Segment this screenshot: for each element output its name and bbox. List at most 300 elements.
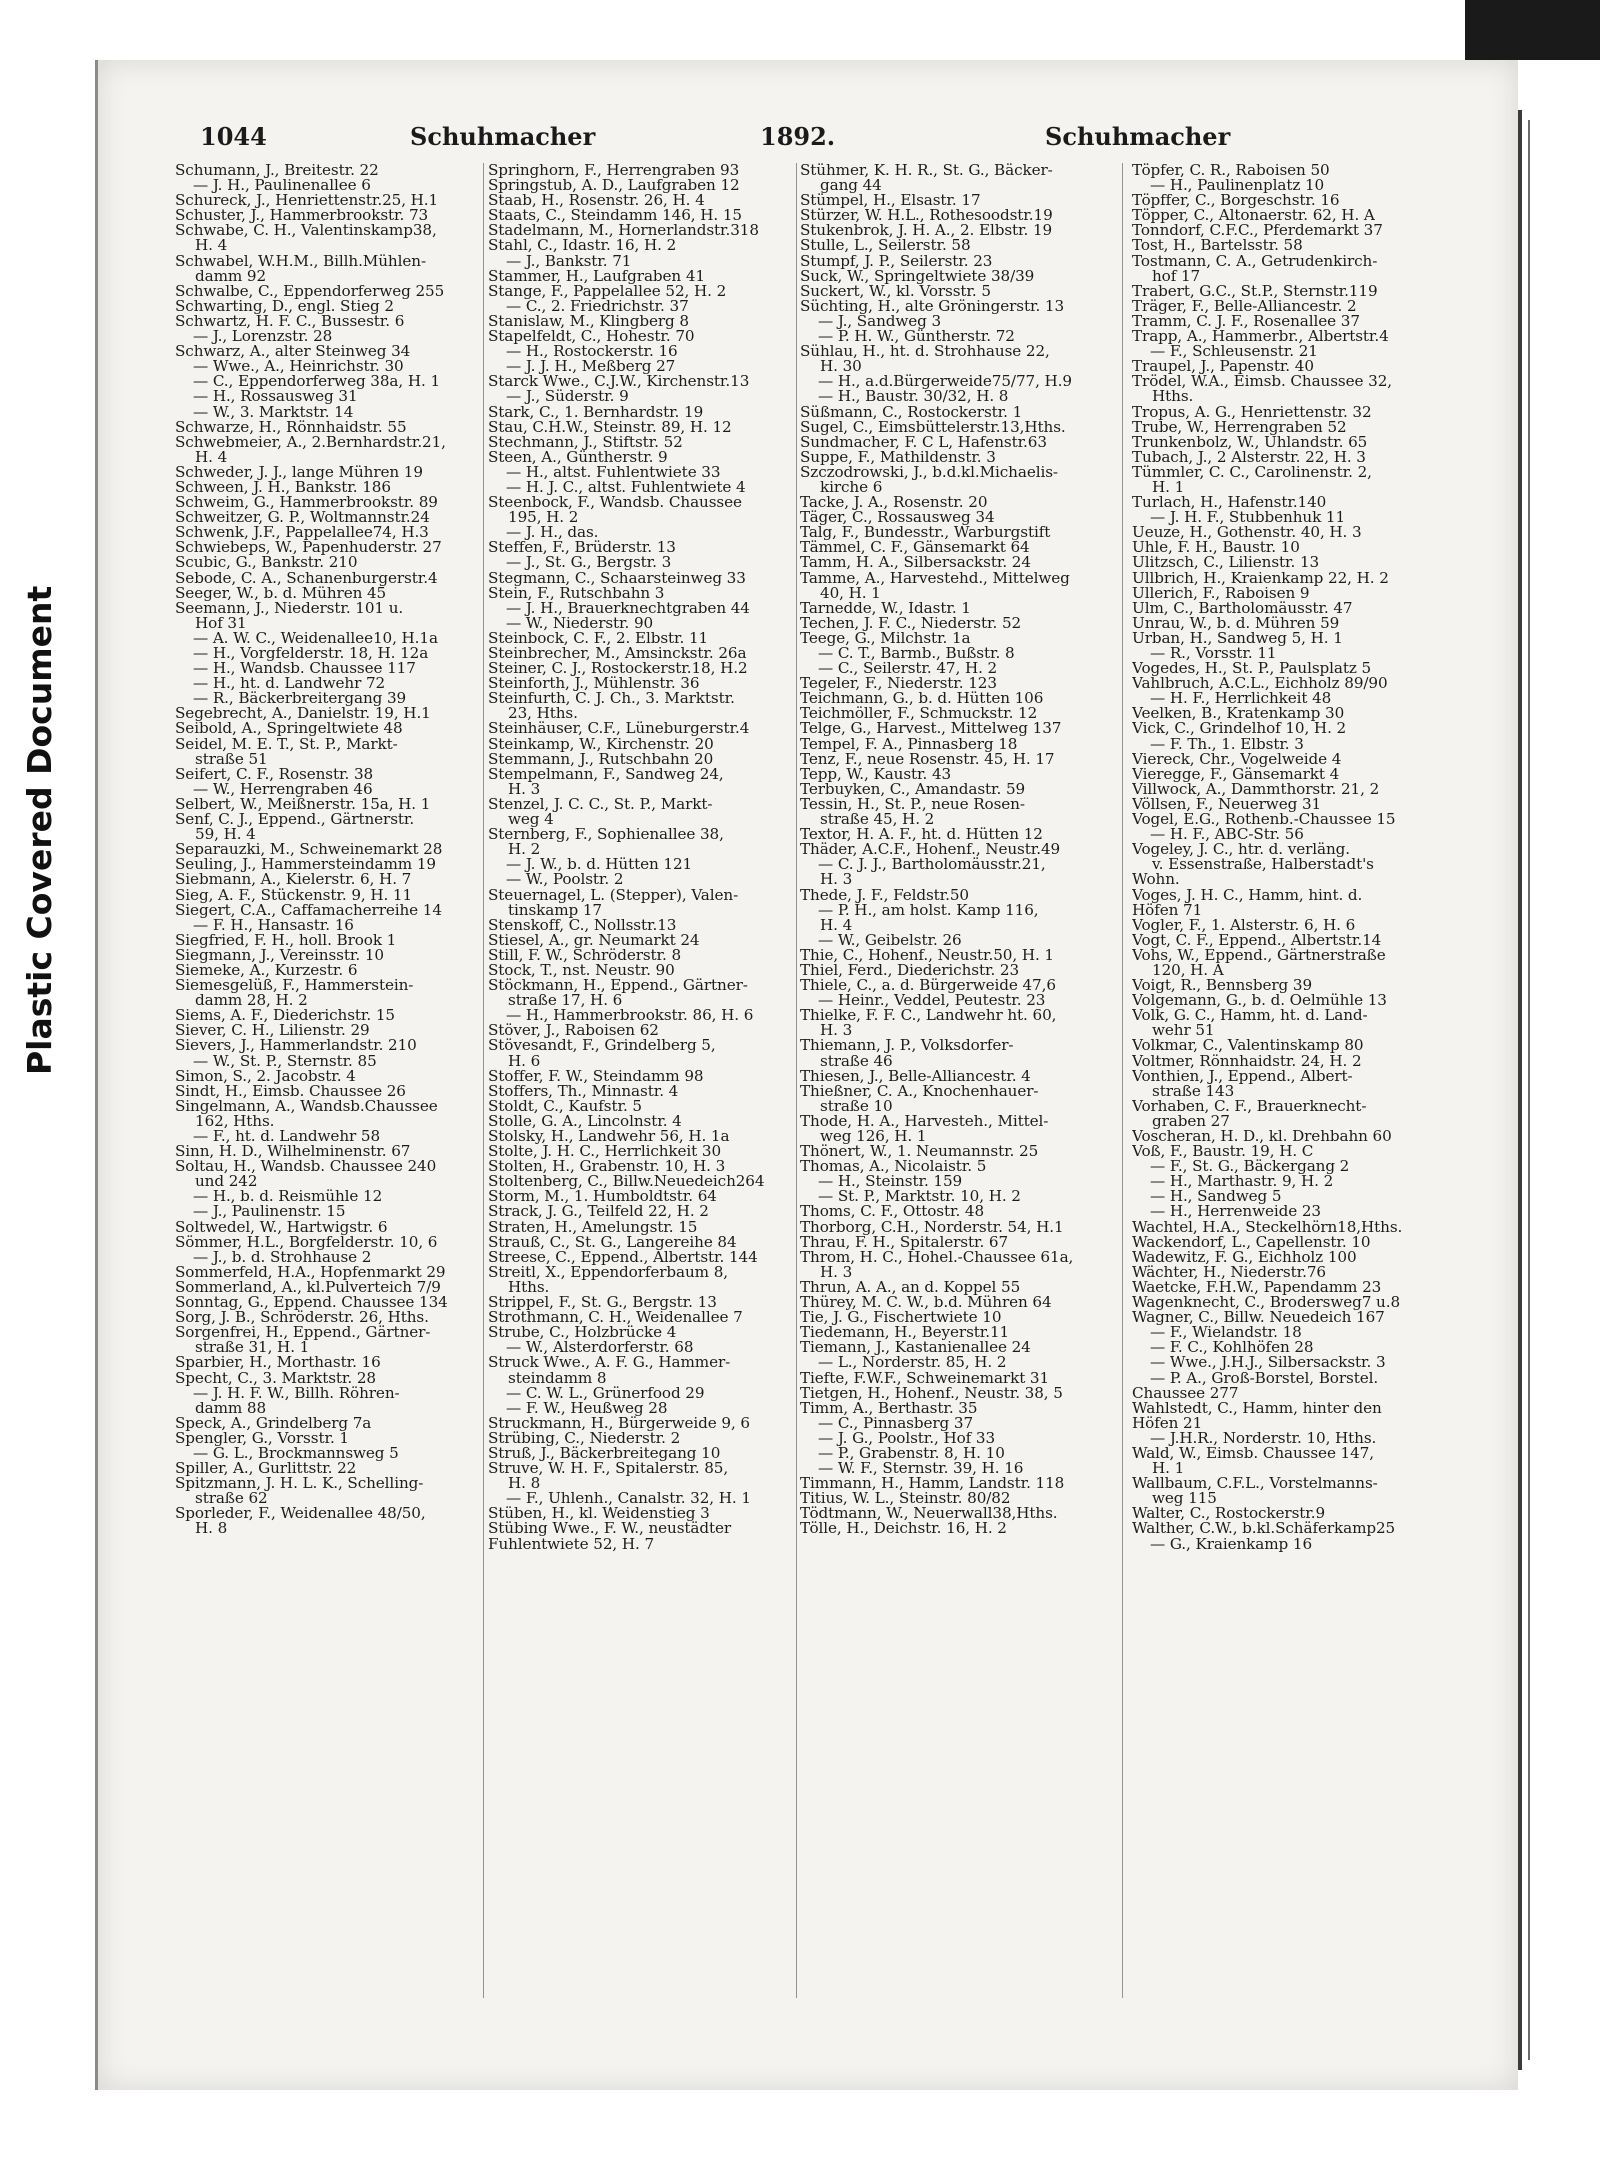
- directory-entry: Siems, A. F., Diederichstr. 15: [175, 1008, 395, 1024]
- scanner-background: [1465, 0, 1600, 60]
- directory-entry: Sebode, C. A., Schanenburgerstr.4: [175, 570, 438, 586]
- directory-entry: Tempel, F. A., Pinnasberg 18: [800, 736, 1018, 752]
- directory-entry: Trödel, W.A., Eimsb. Chaussee 32,: [1132, 374, 1392, 390]
- directory-entry: wehr 51: [1152, 1023, 1215, 1039]
- directory-entry: Stümpel, H., Elsastr. 17: [800, 193, 981, 209]
- directory-entry: — A. W. C., Weidenallee10, H.1a: [193, 630, 438, 646]
- directory-entry: damm 28, H. 2: [195, 993, 308, 1009]
- directory-entry: Siebmann, A., Kielerstr. 6, H. 7: [175, 872, 412, 888]
- directory-entry: straße 51: [195, 751, 268, 767]
- directory-entry: Volk, G. C., Hamm, ht. d. Land-: [1132, 1008, 1368, 1024]
- directory-entry: hof 17: [1152, 268, 1201, 284]
- directory-entry: — F. H., Hansastr. 16: [193, 917, 354, 933]
- directory-entry: Sugel, C., Eimsbüttelerstr.13,Hths.: [800, 419, 1066, 435]
- directory-entry: Traupel, J., Papenstr. 40: [1132, 359, 1314, 375]
- directory-entry: Trapp, A., Hammerbr., Albertstr.4: [1132, 329, 1389, 345]
- directory-entry: Spengler, G., Vorsstr. 1: [175, 1430, 349, 1446]
- directory-entry: Trunkenbolz, W., Uhlandstr. 65: [1132, 434, 1368, 450]
- directory-entry: Tödtmann, W., Neuerwall38,Hths.: [800, 1506, 1058, 1522]
- directory-entry: — H., Rostockerstr. 16: [506, 344, 678, 360]
- directory-entry: — G. L., Brockmannsweg 5: [193, 1445, 399, 1462]
- directory-entry: Süchting, H., alte Gröningerstr. 13: [800, 298, 1065, 314]
- directory-entry: — R., Vorsstr. 11: [1150, 646, 1277, 662]
- directory-entry: Struve, W. H. F., Spitalerstr. 85,: [488, 1461, 729, 1477]
- directory-entry: Struß, J., Bäckerbreitegang 10: [488, 1445, 721, 1462]
- directory-entry: Stürzer, W. H.L., Rothesoodstr.19: [800, 208, 1053, 224]
- directory-entry: straße 17, H. 6: [508, 993, 623, 1009]
- directory-entry: Wagenknecht, C., Brodersweg7 u.8: [1132, 1295, 1401, 1311]
- directory-entry: — J., Paulinenstr. 15: [193, 1204, 346, 1220]
- directory-entry: Teichmann, G., b. d. Hütten 106: [800, 691, 1044, 707]
- directory-entry: — C., Eppendorferweg 38a, H. 1: [193, 374, 441, 390]
- directory-entry: Wächter, H., Niederstr.76: [1132, 1264, 1326, 1280]
- directory-entry: — H., Herrenweide 23: [1150, 1204, 1321, 1220]
- directory-entry: weg 126, H. 1: [820, 1129, 927, 1145]
- directory-entry: — H. F., Herrlichkeit 48: [1150, 691, 1332, 707]
- directory-entry: — C., Pinnasberg 37: [818, 1415, 974, 1431]
- directory-entry: Senf, C. J., Eppend., Gärtnerstr.: [175, 812, 415, 828]
- directory-entry: Tegeler, F., Niederstr. 123: [800, 676, 997, 692]
- directory-entry: Schweim, G., Hammerbrookstr. 89: [175, 495, 438, 511]
- directory-entry: H. 2: [508, 842, 541, 858]
- directory-entry: Steinfurth, C. J. Ch., 3. Marktstr.: [488, 691, 735, 707]
- directory-entry: Steinbrecher, M., Amsinckstr. 26a: [488, 646, 747, 662]
- directory-entry: Szczodrowski, J., b.d.kl.Michaelis-: [800, 464, 1058, 480]
- directory-entry: Tepp, W., Kaustr. 43: [800, 766, 952, 782]
- directory-entry: H. 6: [508, 1053, 541, 1069]
- page-number: 1044: [200, 122, 267, 151]
- directory-entry: Thönert, W., 1. Neumannstr. 25: [800, 1144, 1039, 1160]
- directory-entry: damm 92: [195, 268, 267, 284]
- directory-entry: Tarnedde, W., Idastr. 1: [800, 600, 971, 616]
- directory-entry: Soltwedel, W., Hartwigstr. 6: [175, 1219, 388, 1235]
- directory-entry: Wallbaum, C.F.L., Vorstelmanns-: [1132, 1476, 1378, 1492]
- directory-entry: Voigt, R., Bennsberg 39: [1132, 978, 1313, 994]
- directory-entry: Walter, C., Rostockerstr.9: [1132, 1506, 1326, 1522]
- directory-entry: — F., Schleusenstr. 21: [1150, 344, 1318, 360]
- directory-entry: Siever, C. H., Lilienstr. 29: [175, 1023, 370, 1039]
- directory-entry: Täger, C., Rossausweg 34: [800, 510, 995, 526]
- directory-entry: Ueuze, H., Gothenstr. 40, H. 3: [1132, 525, 1362, 541]
- directory-entry: Thielke, F. F. C., Landwehr ht. 60,: [800, 1008, 1057, 1024]
- directory-entry: H. 1: [1152, 1461, 1185, 1477]
- directory-entry: — W., Herrengraben 46: [193, 781, 373, 797]
- directory-entry: — J., Lorenzstr. 28: [193, 329, 333, 345]
- directory-entry: Trube, W., Herrengraben 52: [1132, 419, 1347, 435]
- directory-entry: Tämmel, C. F., Gänsemarkt 64: [800, 540, 1030, 556]
- directory-entry: — H., altst. Fuhlentwiete 33: [506, 464, 721, 480]
- directory-entry: Träger, F., Belle-Alliancestr. 2: [1132, 298, 1357, 314]
- directory-entry: Töpffer, C., Borgeschstr. 16: [1132, 193, 1340, 209]
- directory-entry: — H., Steinstr. 159: [818, 1174, 963, 1190]
- directory-entry: Staats, C., Steindamm 146, H. 15: [488, 208, 742, 224]
- directory-entry: — J. H. F., Stubbenhuk 11: [1150, 510, 1346, 526]
- directory-entry: Speck, A., Grindelberg 7a: [175, 1415, 372, 1431]
- directory-entry: Stenzel, J. C. C., St. P., Markt-: [488, 796, 713, 813]
- directory-entry: Talg, F., Bundesstr., Warburgstift: [800, 525, 1051, 541]
- directory-entry: straße 46: [820, 1053, 893, 1069]
- directory-entry: — H., Paulinenplatz 10: [1150, 178, 1325, 194]
- directory-entry: Stolte, J. H. C., Herrlichkeit 30: [488, 1144, 722, 1160]
- directory-entry: Ullbrich, H., Kraienkamp 22, H. 2: [1132, 570, 1389, 586]
- directory-entry: 23, Hths.: [508, 706, 578, 722]
- directory-entry: Simon, S., 2. Jacobstr. 4: [175, 1068, 356, 1084]
- page-edge-shadow: [1518, 110, 1522, 2070]
- directory-column-2: [488, 163, 840, 1552]
- directory-entry: Vogler, F., 1. Alsterstr. 6, H. 6: [1132, 917, 1356, 933]
- directory-entry: Voß, F., Baustr. 19, H. C: [1132, 1144, 1314, 1160]
- directory-entry: Stange, F., Pappelallee 52, H. 2: [488, 283, 727, 299]
- directory-entry: Sparbier, H., Morthastr. 16: [175, 1355, 381, 1371]
- directory-entry: Sundmacher, F. C L, Hafenstr.63: [800, 434, 1047, 450]
- directory-entry: — Wwe., J.H.J., Silbersackstr. 3: [1150, 1355, 1386, 1371]
- directory-entry: Strothmann, C. H., Weidenallee 7: [488, 1310, 743, 1326]
- directory-entry: Spitzmann, J. H. L. K., Schelling-: [175, 1476, 424, 1492]
- directory-entry: Strippel, F., St. G., Bergstr. 13: [488, 1295, 717, 1311]
- directory-entry: Sternberg, F., Sophienallee 38,: [488, 827, 724, 843]
- directory-entry: Höfen 21: [1132, 1415, 1203, 1431]
- running-head-right: Schuhmacher: [1045, 122, 1231, 151]
- directory-entry: straße 10: [820, 1098, 893, 1114]
- directory-column-3: [800, 163, 1152, 1537]
- directory-entry: Stöver, J., Raboisen 62: [488, 1023, 659, 1039]
- directory-entry: — F., St. G., Bäckergang 2: [1150, 1159, 1350, 1175]
- directory-entry: Stöckmann, H., Eppend., Gärtner-: [488, 978, 748, 994]
- directory-entry: — J. J. H., Meßberg 27: [506, 359, 676, 375]
- directory-entry: — J. H., Brauerknechtgraben 44: [506, 600, 750, 616]
- directory-entry: Uhle, F. H., Baustr. 10: [1132, 540, 1300, 556]
- directory-entry: Stammer, H., Laufgraben 41: [488, 268, 705, 284]
- directory-entry: Schween, J. H., Bankstr. 186: [175, 479, 391, 496]
- directory-entry: Tessin, H., St. P., neue Rosen-: [800, 796, 1025, 813]
- running-head-left: Schuhmacher: [410, 122, 596, 151]
- directory-entry: H. 4: [820, 917, 853, 933]
- directory-entry: Strübing, C., Niederstr. 2: [488, 1430, 681, 1446]
- directory-entry: Sieg, A. F., Stückenstr. 9, H. 11: [175, 887, 413, 903]
- directory-entry: Stenskoff, C., Nollsstr.13: [488, 917, 677, 933]
- directory-entry: Tubach, J., 2 Alsterstr. 22, H. 3: [1132, 449, 1366, 465]
- directory-entry: Strauß, C., St. G., Langereihe 84: [488, 1234, 737, 1250]
- directory-entry: Stiesel, A., gr. Neumarkt 24: [488, 932, 700, 948]
- directory-entry: — J., St. G., Bergstr. 3: [506, 555, 672, 571]
- directory-entry: Terbuyken, C., Amandastr. 59: [800, 781, 1026, 797]
- directory-entry: Tropus, A. G., Henriettenstr. 32: [1132, 404, 1372, 420]
- directory-entry: Tümmler, C. C., Carolinenstr. 2,: [1132, 464, 1372, 480]
- directory-entry: Schwarz, A., alter Steinweg 34: [175, 344, 411, 360]
- directory-entry: — F. C., Kohlhöfen 28: [1150, 1340, 1314, 1356]
- directory-entry: — H., Vorgfelderstr. 18, H. 12a: [193, 646, 429, 662]
- directory-entry: Vohs, W., Eppend., Gärtnerstraße: [1132, 947, 1386, 963]
- directory-entry: — J. H., das.: [506, 525, 599, 541]
- column-divider: [796, 163, 797, 1998]
- directory-column-1: [175, 163, 527, 1537]
- directory-entry: Hths.: [1152, 389, 1194, 405]
- directory-entry: — H. J. C., altst. Fuhlentwiete 4: [506, 479, 746, 496]
- directory-entry: Thie, C., Hohenf., Neustr.50, H. 1: [800, 947, 1054, 963]
- directory-entry: — W., 3. Marktstr. 14: [193, 404, 354, 420]
- directory-entry: Still, F. W., Schröderstr. 8: [488, 947, 682, 963]
- directory-entry: Stühmer, K. H. R., St. G., Bäcker-: [800, 163, 1053, 179]
- directory-entry: Stoffer, F. W., Steindamm 98: [488, 1068, 704, 1084]
- directory-entry: Sorg, J. B., Schröderstr. 26, Hths.: [175, 1310, 429, 1326]
- directory-entry: Schureck, J., Henriettenstr.25, H.1: [175, 193, 439, 209]
- directory-entry: Thede, J. F., Feldstr.50: [800, 887, 969, 903]
- side-label-text: Plastic Covered Document: [20, 585, 59, 1075]
- directory-entry: damm 88: [195, 1400, 267, 1416]
- directory-entry: Schwebmeier, A., 2.Bernhardstr.21,: [175, 434, 446, 450]
- directory-entry: H. 3: [820, 1023, 853, 1039]
- directory-entry: Schwiebeps, W., Papenhuderstr. 27: [175, 540, 442, 556]
- page-header: [0, 122, 1600, 154]
- directory-entry: Struck Wwe., A. F. G., Hammer-: [488, 1355, 731, 1371]
- directory-entry: kirche 6: [820, 479, 883, 496]
- directory-entry: Schwarze, H., Rönnhaidstr. 55: [175, 419, 407, 435]
- directory-entry: Stemmann, J., Rutschbahn 20: [488, 751, 714, 767]
- directory-entry: Stoldt, C., Kaufstr. 5: [488, 1098, 642, 1114]
- directory-entry: Ulm, C., Bartholomäusstr. 47: [1132, 600, 1353, 616]
- directory-entry: — H., Wandsb. Chaussee 117: [193, 661, 416, 677]
- directory-entry: — F., Uhlenh., Canalstr. 32, H. 1: [506, 1491, 751, 1507]
- directory-entry: Stüben, H., kl. Weidenstieg 3: [488, 1506, 710, 1522]
- directory-entry: Stahl, C., Idastr. 16, H. 2: [488, 238, 677, 254]
- directory-entry: Sievers, J., Hammerlandstr. 210: [175, 1038, 417, 1054]
- directory-entry: 40, H. 1: [820, 585, 881, 601]
- directory-entry: 162, Hths.: [195, 1113, 275, 1129]
- directory-entry: Thorborg, C.H., Norderstr. 54, H.1: [800, 1219, 1064, 1235]
- directory-entry: — H. F., ABC-Str. 56: [1150, 827, 1304, 843]
- directory-entry: Stadelmann, M., Hornerlandstr.318: [488, 223, 759, 239]
- directory-entry: H. 4: [195, 238, 228, 254]
- directory-entry: Stegmann, C., Schaarsteinweg 33: [488, 570, 746, 586]
- directory-entry: Voges, J. H. C., Hamm, hint. d.: [1132, 887, 1363, 903]
- directory-entry: Ullerich, F., Raboisen 9: [1132, 585, 1310, 601]
- directory-entry: Stulle, L., Seilerstr. 58: [800, 238, 971, 254]
- directory-entry: Textor, H. A. F., ht. d. Hütten 12: [800, 827, 1043, 843]
- directory-entry: Siegert, C.A., Caffamacherreihe 14: [175, 902, 442, 918]
- directory-entry: Techen, J. F. C., Niederstr. 52: [800, 615, 1022, 631]
- directory-entry: Höfen 71: [1132, 902, 1203, 918]
- directory-entry: Thießner, C. A., Knochenhauer-: [800, 1083, 1039, 1099]
- directory-entry: Veelken, B., Kratenkamp 30: [1132, 706, 1345, 722]
- directory-entry: Vonthien, J., Eppend., Albert-: [1132, 1068, 1353, 1084]
- directory-entry: — H., Baustr. 30/32, H. 8: [818, 389, 1009, 405]
- directory-entry: Vieregge, F., Gänsemarkt 4: [1132, 766, 1340, 782]
- column-divider: [1122, 163, 1123, 1998]
- directory-entry: Stein, F., Rutschbahn 3: [488, 585, 665, 601]
- directory-entry: Steiner, C. J., Rostockerstr.18, H.2: [488, 661, 748, 677]
- directory-entry: Tamm, H. A., Silbersackstr. 24: [800, 555, 1031, 571]
- directory-entry: Vogel, E.G., Rothenb.-Chaussee 15: [1132, 812, 1396, 828]
- directory-entry: Völlsen, F., Neuerweg 31: [1132, 796, 1322, 813]
- directory-entry: Unrau, W., b. d. Mühren 59: [1132, 615, 1340, 631]
- directory-entry: Schwarting, D., engl. Stieg 2: [175, 298, 394, 314]
- directory-entry: Springhorn, F., Herrengraben 93: [488, 163, 740, 179]
- directory-entry: Stark, C., 1. Bernhardstr. 19: [488, 404, 704, 420]
- directory-entry: Viereck, Chr., Vogelweide 4: [1132, 751, 1342, 767]
- directory-entry: Siegmann, J., Vereinsstr. 10: [175, 947, 384, 963]
- directory-entry: H. 30: [820, 359, 862, 375]
- directory-entry: H. 4: [195, 449, 228, 465]
- directory-entry: Steinkamp, W., Kirchenstr. 20: [488, 736, 714, 752]
- directory-entry: Spiller, A., Gurlittstr. 22: [175, 1461, 357, 1477]
- directory-entry: Schweitzer, G. P., Woltmannstr.24: [175, 510, 430, 526]
- directory-entry: Thürey, M. C. W., b.d. Mühren 64: [800, 1295, 1052, 1311]
- directory-entry: Tamme, A., Harvestehd., Mittelweg: [800, 570, 1070, 586]
- directory-entry: Teege, G., Milchstr. 1a: [800, 630, 971, 646]
- directory-entry: — G., Kraienkamp 16: [1150, 1536, 1313, 1552]
- directory-entry: Straten, H., Amelungstr. 15: [488, 1219, 698, 1235]
- directory-entry: Wackendorf, L., Capellenstr. 10: [1132, 1234, 1371, 1250]
- directory-entry: Suck, W., Springeltwiete 38/39: [800, 268, 1035, 284]
- directory-entry: Voltmer, Rönnhaidstr. 24, H. 2: [1132, 1053, 1362, 1069]
- directory-entry: Thäder, A.C.F., Hohenf., Neustr.49: [800, 842, 1061, 858]
- directory-entry: — W., Geibelstr. 26: [818, 932, 962, 948]
- directory-entry: Steen, A., Güntherstr. 9: [488, 449, 668, 465]
- directory-entry: 195, H. 2: [508, 510, 579, 526]
- directory-entry: Wohn.: [1132, 872, 1180, 888]
- directory-entry: H. 8: [508, 1476, 541, 1492]
- directory-entry: — C., 2. Friedrichstr. 37: [506, 298, 689, 314]
- directory-entry: Seeger, W., b. d. Mühren 45: [175, 585, 387, 601]
- directory-entry: — H., Hammerbrookstr. 86, H. 6: [506, 1008, 754, 1024]
- directory-entry: Siemeke, A., Kurzestr. 6: [175, 962, 358, 979]
- directory-entry: — P., Grabenstr. 8, H. 10: [818, 1445, 1005, 1462]
- directory-entry: H. 8: [195, 1521, 228, 1537]
- directory-entry: Selbert, W., Meißnerstr. 15a, H. 1: [175, 796, 431, 813]
- directory-entry: Schwartz, H. F. C., Bussestr. 6: [175, 313, 405, 330]
- directory-entry: Ulitzsch, C., Lilienstr. 13: [1132, 555, 1320, 571]
- directory-entry: Trabert, G.C., St.P., Sternstr.119: [1132, 283, 1378, 299]
- directory-entry: — P. H., am holst. Kamp 116,: [818, 902, 1039, 918]
- directory-entry: Thode, H. A., Harvesteh., Mittel-: [800, 1113, 1049, 1129]
- directory-entry: Staab, H., Rosenstr. 26, H. 4: [488, 193, 705, 209]
- directory-entry: — J., b. d. Strohhause 2: [193, 1249, 372, 1265]
- directory-entry: Schuster, J., Hammerbrookstr. 73: [175, 208, 429, 224]
- directory-entry: Fuhlentwiete 52, H. 7: [488, 1536, 655, 1552]
- directory-entry: Tacke, J. A., Rosenstr. 20: [800, 495, 988, 511]
- directory-entry: straße 45, H. 2: [820, 812, 935, 828]
- directory-entry: Sömmer, H.L., Borgfelderstr. 10, 6: [175, 1234, 438, 1250]
- directory-entry: Thiel, Ferd., Diederichstr. 23: [800, 962, 1020, 979]
- directory-entry: Struckmann, H., Bürgerweide 9, 6: [488, 1415, 750, 1431]
- directory-entry: Seifert, C. F., Rosenstr. 38: [175, 766, 374, 782]
- directory-entry: Stolsky, H., Landwehr 56, H. 1a: [488, 1129, 730, 1145]
- directory-entry: gang 44: [820, 178, 882, 194]
- directory-entry: Sorgenfrei, H., Eppend., Gärtner-: [175, 1325, 431, 1341]
- directory-entry: Schwenk, J.F., Pappelallee74, H.3: [175, 525, 429, 541]
- directory-entry: Turlach, H., Hafenstr.140: [1132, 495, 1327, 511]
- directory-entry: Vorhaben, C. F., Brauerknecht-: [1132, 1098, 1367, 1114]
- directory-entry: — P. A., Groß-Borstel, Borstel.: [1150, 1370, 1379, 1386]
- directory-entry: Strack, J. G., Teilfeld 22, H. 2: [488, 1204, 709, 1220]
- directory-entry: Starck Wwe., C.J.W., Kirchenstr.13: [488, 374, 750, 390]
- directory-entry: Voscheran, H. D., kl. Drehbahn 60: [1132, 1129, 1392, 1145]
- directory-entry: — J.H.R., Norderstr. 10, Hths.: [1150, 1430, 1377, 1446]
- directory-entry: Sommerfeld, H.A., Hopfenmarkt 29: [175, 1264, 446, 1280]
- directory-entry: Stau, C.H.W., Steinstr. 89, H. 12: [488, 419, 732, 435]
- directory-entry: Tenz, F., neue Rosenstr. 45, H. 17: [800, 751, 1055, 767]
- directory-entry: Thrau, F. H., Spitalerstr. 67: [800, 1234, 1009, 1250]
- directory-entry: Separauzki, M., Schweinemarkt 28: [175, 842, 443, 858]
- directory-entry: Steenbock, F., Wandsb. Chaussee: [488, 495, 742, 511]
- column-divider: [483, 163, 484, 1998]
- directory-entry: H. 3: [820, 872, 853, 888]
- directory-entry: H. 1: [1152, 479, 1185, 496]
- directory-entry: Tostmann, C. A., Getrudenkirch-: [1132, 253, 1378, 269]
- directory-entry: — W., Niederstr. 90: [506, 615, 654, 631]
- directory-entry: Vogt, C. F., Eppend., Albertstr.14: [1132, 932, 1382, 948]
- directory-entry: — St. P., Marktstr. 10, H. 2: [818, 1189, 1021, 1205]
- directory-entry: — P. H. W., Güntherstr. 72: [818, 329, 1015, 345]
- directory-entry: Timm, A., Berthastr. 35: [800, 1400, 978, 1416]
- directory-entry: weg 4: [508, 812, 554, 828]
- directory-entry: — J. W., b. d. Hütten 121: [506, 857, 693, 873]
- directory-entry: Steffen, F., Brüderstr. 13: [488, 540, 676, 556]
- directory-entry: graben 27: [1152, 1113, 1230, 1129]
- directory-entry: Thiemann, J. P., Volksdorfer-: [800, 1038, 1014, 1054]
- directory-entry: Segebrecht, A., Danielstr. 19, H.1: [175, 706, 431, 722]
- directory-entry: tinskamp 17: [508, 902, 602, 918]
- directory-entry: weg 115: [1152, 1491, 1217, 1507]
- directory-entry: Stempelmann, F., Sandweg 24,: [488, 766, 724, 782]
- directory-entry: Timmann, H., Hamm, Landstr. 118: [800, 1476, 1065, 1492]
- directory-entry: Specht, C., 3. Marktstr. 28: [175, 1370, 376, 1386]
- directory-entry: Tie, J. G., Fischertwiete 10: [800, 1310, 1002, 1326]
- directory-entry: Thiesen, J., Belle-Alliancestr. 4: [800, 1068, 1031, 1084]
- directory-entry: Strube, C., Holzbrücke 4: [488, 1325, 677, 1341]
- directory-entry: Sporleder, F., Weidenallee 48/50,: [175, 1506, 426, 1522]
- page-edge-shadow-inner: [1528, 120, 1530, 2060]
- directory-entry: Thrun, A. A., an d. Koppel 55: [800, 1279, 1021, 1296]
- directory-entry: Stoltenberg, C., Billw.Neuedeich264: [488, 1174, 765, 1190]
- directory-entry: Schwabel, W.H.M., Billh.Mühlen-: [175, 253, 426, 269]
- directory-entry: Singelmann, A., Wandsb.Chaussee: [175, 1098, 438, 1114]
- directory-entry: Wachtel, H.A., Steckelhörn18,Hths.: [1132, 1219, 1403, 1235]
- directory-entry: Vick, C., Grindelhof 10, H. 2: [1132, 721, 1347, 737]
- directory-entry: Urban, H., Sandweg 5, H. 1: [1132, 630, 1343, 646]
- directory-entry: straße 31, H. 1: [195, 1340, 310, 1356]
- directory-entry: Waetcke, F.H.W., Papendamm 23: [1132, 1279, 1382, 1296]
- directory-entry: Stapelfeldt, C., Hohestr. 70: [488, 329, 695, 345]
- directory-entry: — H., Rossausweg 31: [193, 389, 358, 405]
- directory-entry: Seibold, A., Springeltwiete 48: [175, 721, 403, 737]
- directory-entry: Wagner, C., Billw. Neuedeich 167: [1132, 1310, 1385, 1326]
- directory-entry: Stock, T., nst. Neustr. 90: [488, 962, 675, 979]
- directory-entry: v. Essenstraße, Halberstadt's: [1152, 857, 1374, 873]
- directory-entry: H. 3: [508, 781, 541, 797]
- directory-entry: Storm, M., 1. Humboldtstr. 64: [488, 1189, 717, 1205]
- directory-entry: Suppe, F., Mathildenstr. 3: [800, 449, 996, 465]
- directory-entry: Volgemann, G., b. d. Oelmühle 13: [1132, 993, 1387, 1009]
- directory-entry: Schwalbe, C., Eppendorferweg 255: [175, 283, 445, 299]
- directory-entry: — C. J. J., Bartholomäusstr.21,: [818, 857, 1046, 873]
- directory-entry: 120, H. A: [1152, 962, 1224, 979]
- directory-entry: — L., Norderstr. 85, H. 2: [818, 1355, 1007, 1371]
- directory-entry: Schumann, J., Breitestr. 22: [175, 163, 379, 179]
- directory-entry: — H., Sandweg 5: [1150, 1189, 1282, 1205]
- directory-entry: — H., Marthastr. 9, H. 2: [1150, 1174, 1334, 1190]
- directory-entry: Stechmann, J., Stiftstr. 52: [488, 434, 683, 450]
- directory-entry: Tietgen, H., Hohenf., Neustr. 38, 5: [800, 1385, 1063, 1401]
- directory-entry: — C. W. L., Grünerfood 29: [506, 1385, 705, 1401]
- directory-entry: und 242: [195, 1174, 258, 1190]
- directory-entry: Streese, C., Eppend., Albertstr. 144: [488, 1249, 758, 1265]
- directory-entry: Sindt, H., Eimsb. Chaussee 26: [175, 1083, 406, 1099]
- directory-entry: — W. F., Sternstr. 39, H. 16: [818, 1461, 1024, 1477]
- directory-entry: Schwabe, C. H., Valentinskamp38,: [175, 223, 437, 239]
- directory-entry: straße 62: [195, 1491, 268, 1507]
- directory-entry: Siegfried, F. H., holl. Brook 1: [175, 932, 397, 948]
